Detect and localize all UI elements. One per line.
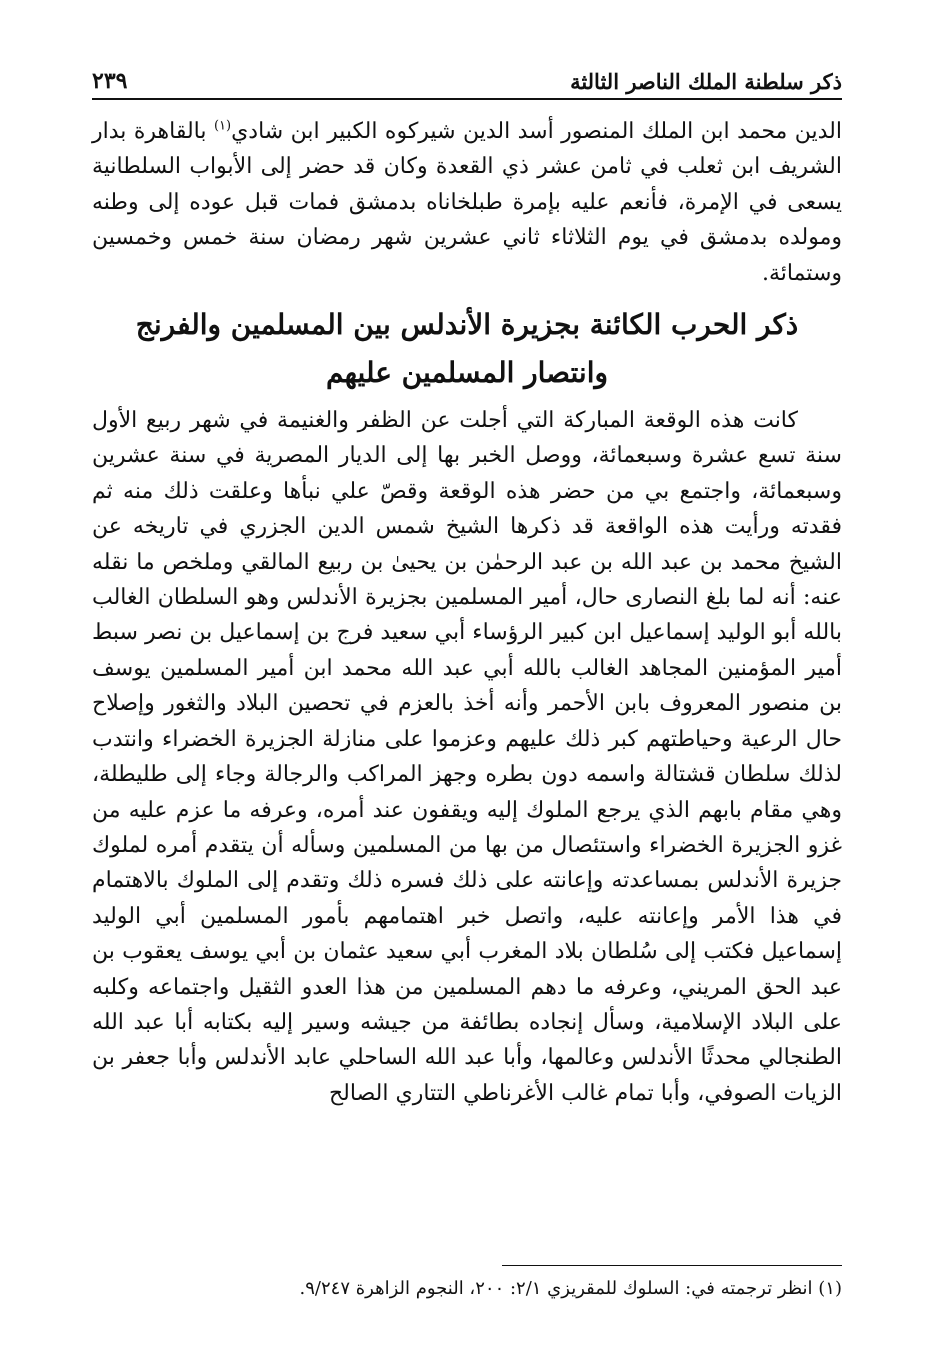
running-header-title: ذكر سلطنة الملك الناصر الثالثة [570,69,842,94]
footnote-reference: (١) [213,118,232,134]
section-heading-line-1: ذكر الحرب الكائنة بجزيرة الأندلس بين المسلمين والفرنج [135,308,799,342]
intro-paragraph [92,114,842,291]
book-page [92,60,842,1320]
page-number: ٢٣٩ [92,68,128,94]
footnote: (١) انظر ترجمته في: السلوك للمقريزي ٢/١: ٢٠٠، النجوم الزاهرة ٩/٢٤٧. [299,1278,842,1299]
section-body-paragraph: كانت هذه الوقعة المباركة التي أجلت عن الظفر والغنيمة في شهر ربيع الأول سنة تسع عشرة وسبعمائة، ووصل الخبر بها إلى الديار المصرية في سنة عشرين وسبعمائة، واجتمع بي من حضر هذه الوقعة وقصّ علي نبأها وعلقت ذلك منه ثم فقدته ورأيت هذه الواقعة قد ذكرها الشيخ شمس الدين الجزري في تاريخه عن الشيخ محمد بن عبد الله بن عبد الرحمٰن بن يحيىٰ بن ربيع المالقي وملخص ما نقله عنه: أنه لما بلغ النصارى حال، أمير المسلمين بجزيرة الأندلس وهو السلطان الغالب بالله أبو الوليد إسماعيل ابن كبير الرؤساء أبي سعيد فرج بن إسماعيل بن نصر سبط أمير المؤمنين المجاهد الغالب بالله أبي عبد الله محمد ابن أمير المسلمين يوسف بن منصور المعروف بابن الأحمر وأنه أخذ بالعزم في تحصين البلاد والثغور وإصلاح حال الرعية وحياطتهم كبر ذلك عليهم وعزموا على منازلة الجزيرة الخضراء وانتدب لذلك سلطان قشتالة واسمه دون بطره وجهز المراكب والرجالة وجاء إلى طليطلة، وهي مقام بابهم الذي يرجع الملوك إليه ويقفون عند أمره، وعرفه ما عزم عليه من غزو الجزيرة الخضراء واستئصال من بها من المسلمين وسأله أن يتقدم أمره لملوك جزيرة الأندلس بمساعدته وإعانته على ذلك فسره ذلك وتقدم إلى الملوك بالاهتمام في هذا الأمر وإعانته عليه، واتصل خبر اهتمامهم بأمور المسلمين أبي الوليد إسماعيل فكتب إلى سُلطان بلاد المغرب أبي سعيد عثمان بن أبي يوسف يعقوب بن عبد الحق المريني، وعرفه ما دهم المسلمين من هذا العدو الثقيل واجتماعه وكلبه على البلاد الإسلامية، وسأل إنجاده بطائفة من جيشه وسير إليه بكتابه أبا عبد الله الطنجالي محدثًا الأندلس وعالمها، وأبا عبد الله الساحلي عابد الأندلس وأبا جعفر بن الزيات الصوفي، وأبا تمام غالب الأغرناطي التتاري الصالح [92,408,842,1106]
section-heading-line-2: وانتصار المسلمين عليهم [325,356,609,390]
footnote-divider [502,1265,842,1266]
intro-text-after-note: بالقاهرة بدار الشريف ابن ثعلب في ثامن عشر ذي القعدة وكان قد حضر إلى الأبواب السلطانية يسعى في الإمرة، فأنعم عليه بإمرة طبلخاناه بدمشق فمات قبل عوده إلى وطنه ومولده بدمشق في يوم الثلاثاء ثاني عشرين شهر رمضان سنة خمس وخمسين وستمائة. [92,119,842,286]
section-heading [92,301,842,397]
page-content [92,114,842,1111]
intro-text-before-note: الدين محمد ابن الملك المنصور أسد الدين شيركوه الكبير ابن شادي [231,119,843,144]
running-header [92,60,842,100]
